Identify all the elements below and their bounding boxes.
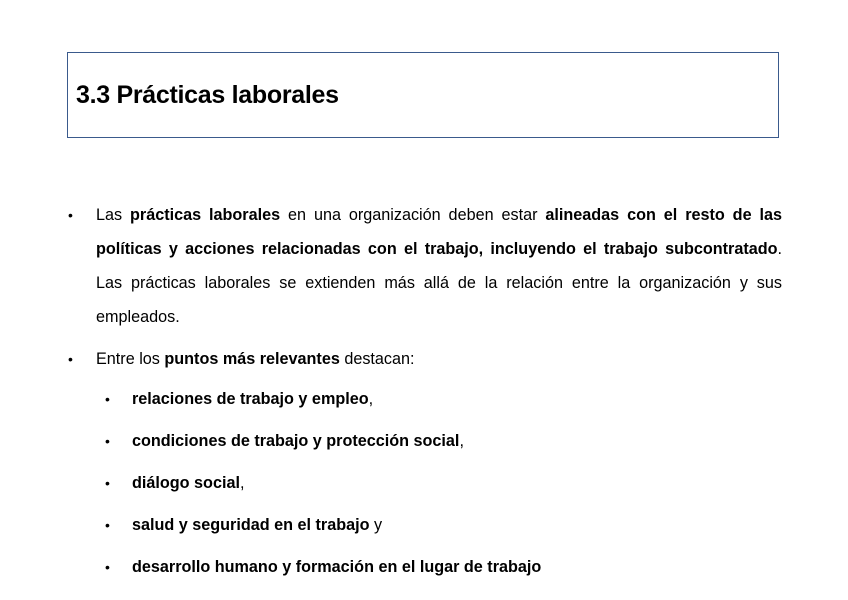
list-item-bold: salud y seguridad en el trabajo <box>132 516 370 534</box>
bullet-bold-text: alineadas con el resto de las políticas y acciones relacionadas con el trabajo, incluyendo el trabajo subcontratado <box>96 206 782 258</box>
page-title: 3.3 Prácticas laborales <box>76 81 339 109</box>
list-item <box>66 420 782 462</box>
title-box <box>67 52 779 138</box>
bullet-text: en una organización deben estar <box>280 206 546 224</box>
sub-bullet-list <box>66 378 782 588</box>
list-item-rest: y <box>369 516 383 534</box>
bullet-icon: • <box>105 559 110 575</box>
list-item-rest: , <box>459 432 464 450</box>
list-item <box>66 504 782 546</box>
bullet-icon: • <box>68 207 73 223</box>
list-item-bold: condiciones de trabajo y protección social <box>132 432 460 450</box>
list-item <box>66 462 782 504</box>
list-item <box>66 546 782 588</box>
bullet-text: Entre los <box>96 350 165 368</box>
list-item-rest: , <box>239 474 245 492</box>
bullet-text: destacan: <box>339 350 415 368</box>
bullet-icon: • <box>105 517 110 533</box>
list-item-bold: desarrollo humano y formación en el lugar de trabajo <box>132 558 542 576</box>
bullet-relevant-points <box>66 342 782 376</box>
bullet-labor-practices <box>66 198 782 334</box>
bullet-icon: • <box>105 433 110 449</box>
bullet-icon: • <box>105 391 110 407</box>
list-item <box>66 378 782 420</box>
bullet-bold-text: prácticas laborales <box>130 206 281 224</box>
bullet-bold-text: puntos más relevantes <box>164 350 340 368</box>
list-item-bold: relaciones de trabajo y empleo <box>132 390 369 408</box>
list-item-bold: diálogo social <box>132 474 240 492</box>
bullet-icon: • <box>68 351 73 367</box>
bullet-text: . Las prácticas laborales se extienden más allá de la relación entre la organización y sus empleados. <box>96 240 782 326</box>
bullet-text: Las <box>96 206 131 224</box>
slide-content <box>66 198 782 588</box>
list-item-rest: , <box>368 390 374 408</box>
bullet-icon: • <box>105 475 110 491</box>
